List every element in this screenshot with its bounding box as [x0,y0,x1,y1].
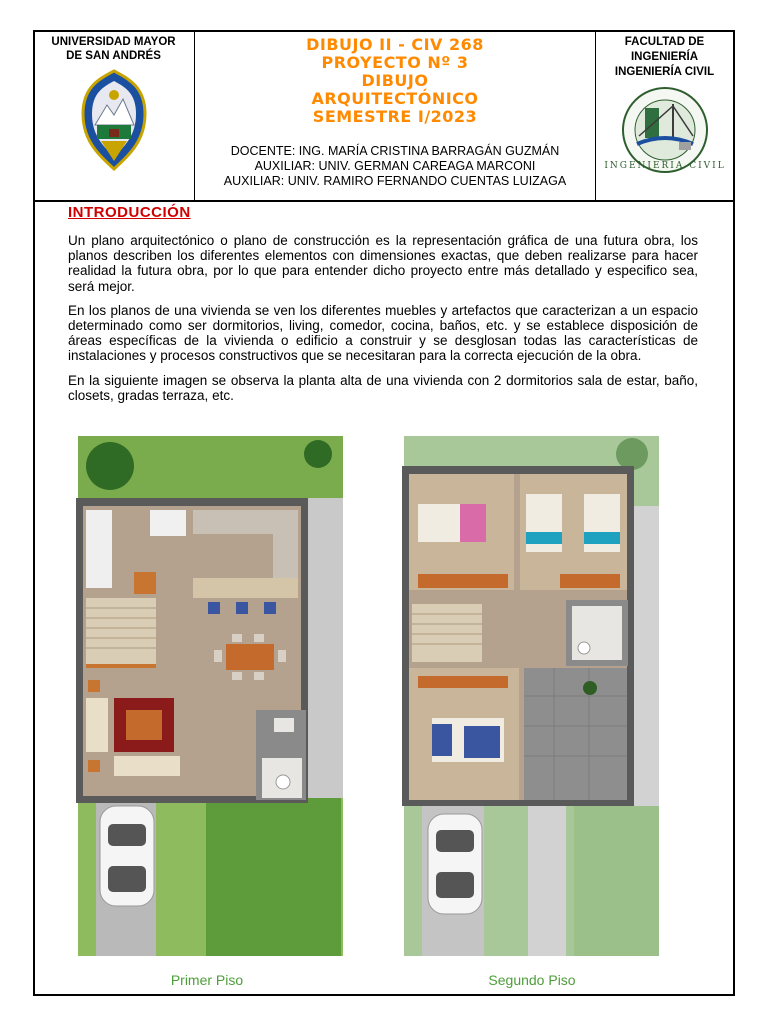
title-line: SEMESTRE I/2023 [312,107,478,126]
project-title [195,36,595,126]
faculty-cell [595,30,733,200]
university-cell [33,30,195,200]
staff-line: AUXILIAR: UNIV. GERMAN CAREAGA MARCONI [254,159,536,173]
section-heading: INTRODUCCIÓN [68,204,191,221]
staff-line: DOCENTE: ING. MARÍA CRISTINA BARRAGÁN GUZMÁN [230,144,560,158]
paragraph: Un plano arquitectónico o plano de construcción es la representación gráfica de una futura obra, los planos describen los diferentes elementos con dimensiones exactas, que deben realizarse para hacer realidad la futura obra, por lo que para entender dicho proyecto entre más detallado y especifico sea, será mejor. [68,233,698,294]
staff-list [195,144,595,189]
paragraph: En los planos de una vivienda se ven los diferentes muebles y artefactos que caracterizan a un espacio determinado como ser dormitorios, living, comedor, cocina, baños, etc. y se establece disposición de áreas específicas de la vivienda o edificio a construir y se desglosan todas las características de instalaciones y procesos constructivos que se necesitaran para la correcta ejecución de la obra. [68,302,698,364]
faculty-logo-caption: INGENIERIA CIVIL [603,161,726,171]
paragraph: En la siguiente imagen se observa la planta alta de una vivienda con 2 dormitorios sala de estar, baño, closets, gradas terraza, etc. [68,372,698,403]
introduction-section [68,204,698,412]
title-line: DIBUJO II - CIV 268 [306,35,484,54]
document-header [33,30,735,202]
title-line: PROYECTO Nº 3 [321,53,469,72]
university-seal-icon [79,69,149,173]
university-name: UNIVERSIDAD MAYOR DE SAN ANDRÉS [51,36,176,62]
title-cell [195,30,595,200]
second-floor-plan [402,436,659,956]
first-floor-caption: Primer Piso [170,972,244,988]
title-line: DIBUJO [361,71,429,90]
staff-line: AUXILIAR: UNIV. RAMIRO FERNANDO CUENTAS LUIZAGA [223,174,567,188]
first-floor-plan [76,436,343,956]
floor-plans-illustration [78,436,678,956]
faculty-name: FACULTAD DE INGENIERÍA INGENIERÍA CIVIL [614,36,715,78]
second-floor-caption: Segundo Piso [488,972,576,988]
title-line: ARQUITECTÓNICO [311,89,479,108]
faculty-logo-icon [603,86,726,174]
